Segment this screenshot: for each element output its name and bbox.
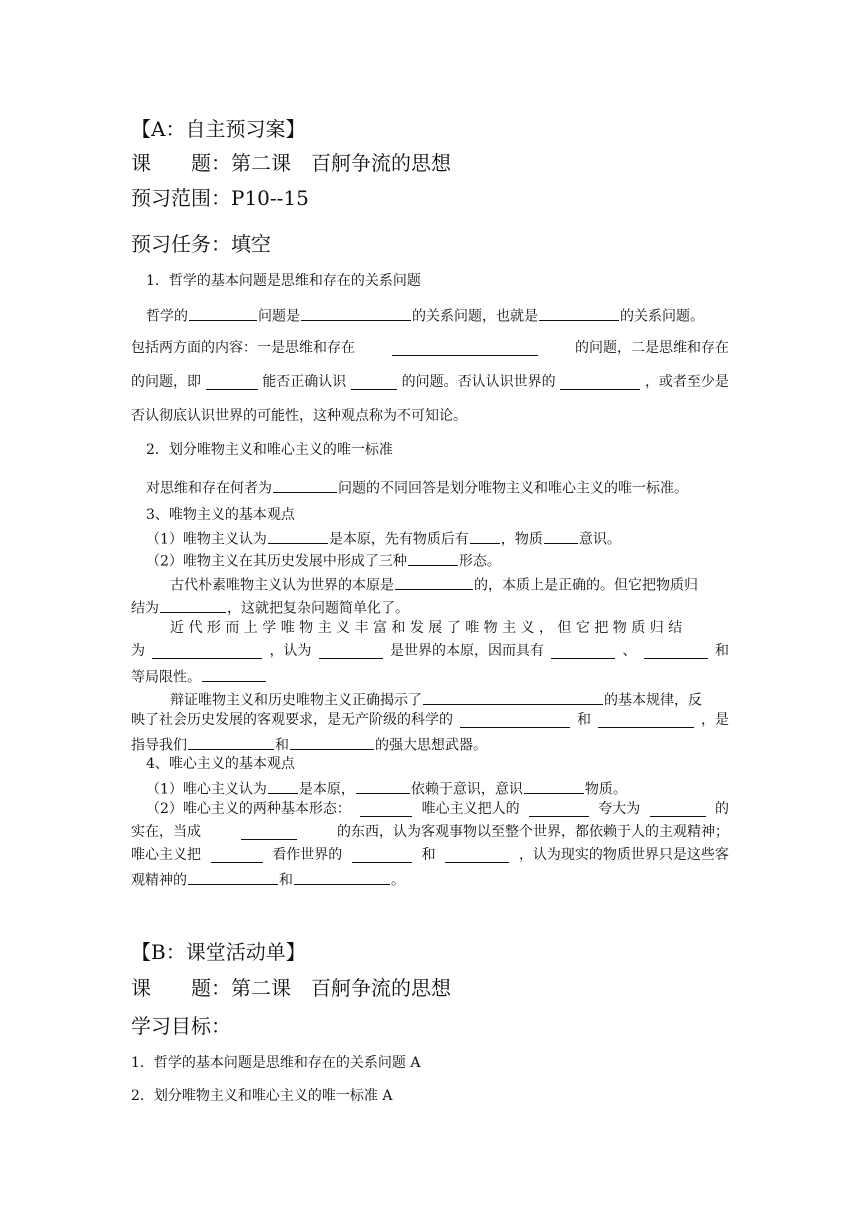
blank[interactable] [189, 305, 257, 321]
q4-line-1: （1）唯心主义认为 是本原， 依赖于意识，意识 物质。 [146, 778, 627, 798]
q4-line-4: 唯心主义把 看作世界的 和 ，认为现实的物质世界只是这些客 [131, 847, 729, 863]
blank[interactable] [241, 824, 297, 840]
blank[interactable] [290, 734, 374, 750]
blank[interactable] [301, 305, 411, 321]
blank[interactable] [273, 477, 337, 493]
q4-line-5: 观精神的 和 。 [131, 869, 405, 889]
blank[interactable] [206, 374, 258, 390]
blank[interactable] [356, 778, 410, 794]
blank[interactable] [445, 847, 509, 863]
q3-line-10: 指导我们 和 的强大思想武器。 [131, 734, 487, 754]
blank[interactable] [539, 305, 619, 321]
blank[interactable] [294, 869, 390, 885]
blank[interactable] [268, 528, 328, 544]
goal-1: 1．哲学的基本问题是思维和存在的关系问题 A [131, 1055, 421, 1071]
blank[interactable] [423, 689, 603, 705]
blank[interactable] [319, 643, 383, 659]
section-b-heading: 【B：课堂活动单】 [131, 940, 306, 964]
q1-line-1: 哲学的 问题是 的关系问题，也就是 的关系问题。 [146, 305, 704, 325]
preview-task: 预习任务：填空 [131, 232, 271, 256]
q3-line-4: 结为 ，这就把复杂问题简单化了。 [131, 597, 409, 617]
q2-line: 对思维和存在何者为 问题的不同回答是划分唯物主义和唯心主义的唯一标准。 [146, 477, 688, 497]
q4-line-3: 实在，当成 的东西，认为客观事物以至整个世界，都依赖于人的主观精神； [131, 824, 729, 840]
blank[interactable] [395, 574, 473, 590]
blank[interactable] [529, 801, 589, 817]
blank[interactable] [560, 374, 640, 390]
blank[interactable] [470, 528, 500, 544]
blank[interactable] [460, 712, 570, 728]
q3-line-6: 为 ，认为 是世界的本原，因而具有 、 和 [131, 643, 729, 659]
q3-line-3: 古代朴素唯物主义认为世界的本原是 的，本质上是正确的。但它把物质归 [170, 574, 698, 594]
blank[interactable] [551, 643, 615, 659]
q3-line-2: （2）唯物主义在其历史发展中形成了三种 形态。 [146, 550, 501, 570]
blank[interactable] [268, 778, 298, 794]
blank[interactable] [650, 801, 706, 817]
blank[interactable] [188, 869, 278, 885]
q3-title: 3、唯物主义的基本观点 [146, 507, 295, 523]
section-b-lesson: 课 题：第二课 百舸争流的思想 [131, 976, 451, 1000]
blank[interactable] [408, 550, 458, 566]
q3-line-7: 等局限性。 [131, 666, 267, 686]
blank[interactable] [211, 847, 263, 863]
blank[interactable] [598, 712, 694, 728]
learning-goals-title: 学习目标： [131, 1014, 231, 1038]
blank[interactable] [351, 374, 397, 390]
q3-line-8: 辩证唯物主义和历史唯物主义正确揭示了 的基本规律，反 [170, 689, 702, 709]
preview-range: 预习范围：P10--15 [131, 186, 309, 210]
q1-line-3: 的问题，即 能否正确认识 的问题。否认认识世界的 ，或者至少是 [131, 374, 729, 390]
section-a-lesson: 课 题：第二课 百舸争流的思想 [131, 151, 451, 175]
q1-line-4: 否认彻底认识世界的可能性，这种观点称为不可知论。 [131, 408, 467, 424]
blank[interactable] [352, 847, 412, 863]
blank[interactable] [188, 734, 274, 750]
blank[interactable] [202, 666, 266, 682]
q3-line-1: （1）唯物主义认为 是本原，先有物质后有 ，物质 意识。 [146, 528, 621, 548]
q3-line-5: 近 代 形 而 上 学 唯 物 主 义 丰 富 和 发 展 了 唯 物 主 义 ， 但 它 把 物 质 归 结 [170, 620, 683, 636]
blank[interactable] [524, 778, 584, 794]
blank[interactable] [160, 597, 226, 613]
q4-title: 4、唯心主义的基本观点 [146, 756, 295, 772]
blank[interactable] [644, 643, 708, 659]
q4-line-2: （2）唯心主义的两种基本形态： 唯心主义把人的 夸大为 的 [146, 801, 729, 817]
goal-2: 2．划分唯物主义和唯心主义的唯一标准 A [131, 1088, 393, 1104]
q1-title: 1．哲学的基本问题是思维和存在的关系问题 [146, 273, 421, 289]
q3-line-9: 映了社会历史发展的客观要求，是无产阶级的科学的 和 ，是 [131, 712, 729, 728]
section-a-heading: 【A：自主预习案】 [131, 117, 306, 141]
q2-title: 2．划分唯物主义和唯心主义的唯一标准 [146, 442, 393, 458]
blank[interactable] [152, 643, 262, 659]
blank[interactable] [392, 340, 538, 356]
blank[interactable] [544, 528, 578, 544]
q1-line-2: 包括两方面的内容：一是思维和存在 的问题，二是思维和存在 [131, 340, 729, 356]
blank[interactable] [360, 801, 412, 817]
